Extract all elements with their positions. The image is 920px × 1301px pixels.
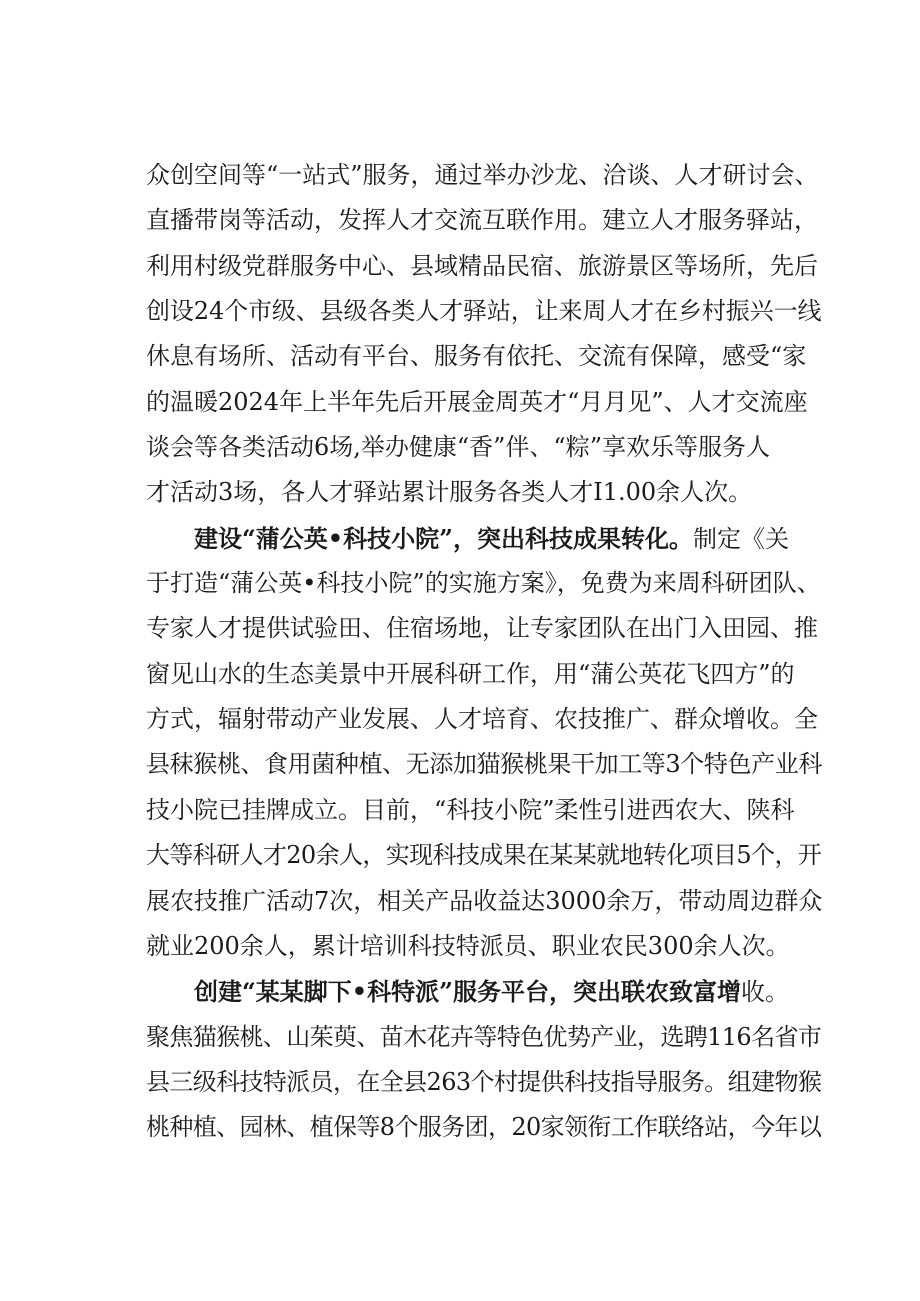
body-line: 才活动3场，各人才驿站累计服务各类人才I1.00余人次。: [146, 478, 753, 507]
body-line: 方式，辐射带动产业发展、人才培育、农技推广、群众增收。全: [146, 705, 818, 734]
body-line: 就业200余人，累计培训科技特派员、职业农民300余人次。: [146, 931, 790, 960]
body-line: 直播带岗等活动，发挥人才交流互联作用。建立人才服务驿站，: [146, 206, 818, 235]
body-line: 专家人才提供试验田、住宿场地，让专家团队在出门入田园、推: [146, 614, 818, 643]
body-line: 众创空间等“一站式”服务，通过举办沙龙、洽谈、人才研讨会、: [146, 161, 819, 189]
section-3-first-line-rest: 收。: [740, 978, 789, 1007]
body-line: 县三级科技特派员，在全县263个村提供科技指导服务。组建物猴: [146, 1067, 822, 1096]
body-line: 利用村级党群服务中心、县域精品民宿、旅游景区等场所，先后: [146, 251, 818, 280]
section-2-first-line: [146, 516, 822, 561]
document-body: [146, 153, 822, 1151]
body-line: 创设24个市级、县级各类人才驿站，让来周人才在乡村振兴一线: [146, 297, 822, 326]
body-line: 聚焦猫猴桃、山茱萸、苗木花卉等特色优势产业，选聘116名省市: [146, 1022, 822, 1051]
body-line: 休息有场所、活动有平台、服务有依托、交流有保障，感受“家: [146, 342, 807, 371]
section-2-heading: 建设“蒲公英•科技小院”，突出科技成果转化。: [194, 523, 693, 553]
body-line: 县秣猴桃、食用菌种植、无添加猫猴桃果干加工等3个特色产业科: [146, 750, 822, 779]
body-line: 展农技推广活动7次，相关产品收益达3000余万，带动周边群众: [146, 886, 823, 915]
body-line: 的温暖2024年上半年先后开展金周英才“月月见”、人才交流座: [146, 387, 808, 416]
section-3-first-line: [146, 969, 822, 1014]
body-line: 谈会等各类活动6场,举办健康“香”伴、“粽”享欢乐等服务人: [146, 433, 770, 462]
body-line: 桃种植、园林、植保等8个服务团，20家领衔工作联络站，今年以: [146, 1113, 822, 1142]
body-line: 于打造“蒲公英•科技小院”的实施方案》，免费为来周科研团队、: [146, 569, 821, 598]
body-line: 大等科研人才20余人，实现科技成果在某某就地转化项目5个，开: [146, 841, 822, 870]
body-line: 窗见山水的生态美景中开展科研工作，用“蒲公英花飞四方”的: [146, 659, 795, 688]
section-3-heading: 创建“某某脚下•科特派”服务平台，突出联农致富增: [194, 977, 741, 1007]
body-line: 技小院已挂牌成立。目前，“科技小院”柔性引进西农大、陕科: [146, 795, 795, 824]
section-2-first-line-rest: 制定《关: [692, 524, 789, 553]
